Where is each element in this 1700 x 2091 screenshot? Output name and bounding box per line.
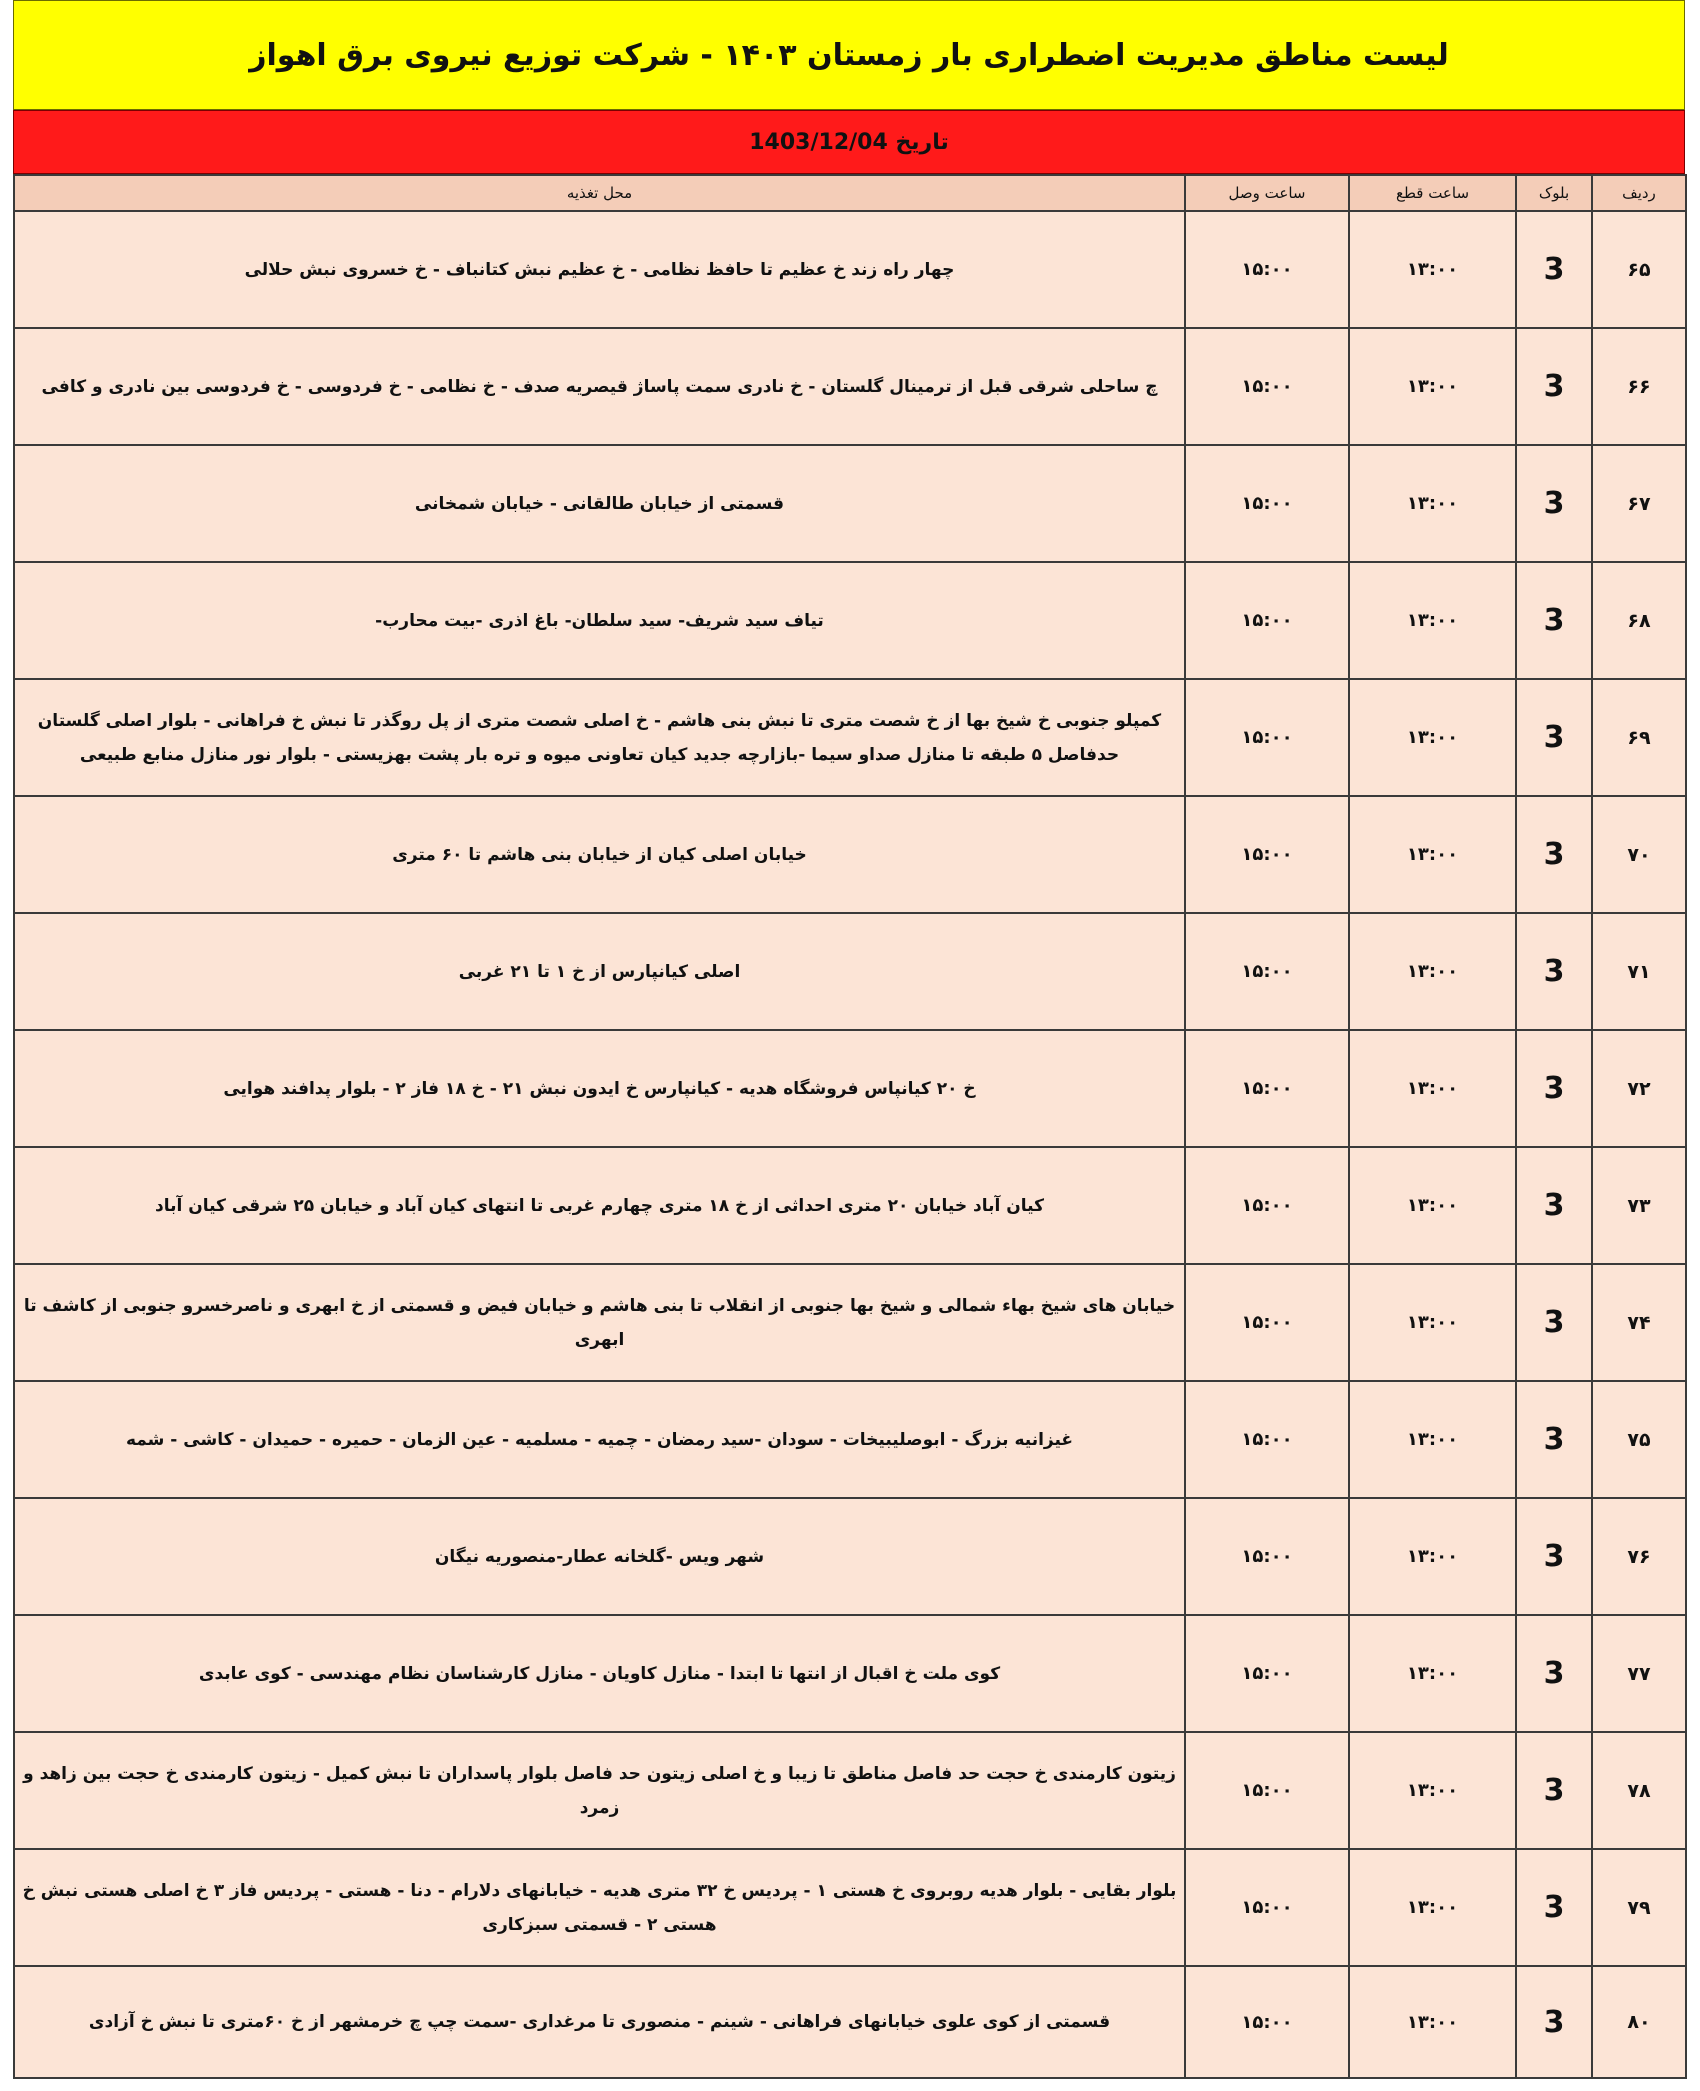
location-cell: چهار راه زند خ عظیم تا حافظ نظامی - خ عظیم نبش کتانباف - خ خسروی نبش حلالی — [14, 211, 1185, 328]
table-row — [14, 913, 1686, 1030]
table-header-row — [14, 175, 1686, 211]
location-cell: زیتون کارمندی خ حجت حد فاصل مناطق تا زیبا و خ اصلی زیتون حد فاصل بلوار پاسداران تا نبش کمیل - زیتون کارمندی خ حجت بین زاهد و زمرد — [14, 1732, 1185, 1849]
cut-time-cell: ۱۳:۰۰ — [1349, 1966, 1516, 2078]
cut-time-cell: ۱۳:۰۰ — [1349, 679, 1516, 796]
row-number-cell: ۶۵ — [1592, 211, 1686, 328]
row-number-cell: ۷۵ — [1592, 1381, 1686, 1498]
table-row — [14, 679, 1686, 796]
connect-time-cell: ۱۵:۰۰ — [1185, 1615, 1349, 1732]
table-row — [14, 1264, 1686, 1381]
table-row — [14, 328, 1686, 445]
table-row — [14, 562, 1686, 679]
row-number-cell: ۷۷ — [1592, 1615, 1686, 1732]
table-row — [14, 1147, 1686, 1264]
block-cell: 3 — [1516, 1264, 1592, 1381]
table-row — [14, 1849, 1686, 1966]
connect-time-cell: ۱۵:۰۰ — [1185, 1147, 1349, 1264]
connect-time-cell: ۱۵:۰۰ — [1185, 1966, 1349, 2078]
header-row-number: ردیف — [1592, 175, 1686, 211]
location-cell: چ ساحلی شرقی قبل از ترمینال گلستان - خ نادری سمت پاساژ قیصریه صدف - خ نظامی - خ فردوسی - خ فردوسی بین نادری و کافی — [14, 328, 1185, 445]
row-number-cell: ۸۰ — [1592, 1966, 1686, 2078]
cut-time-cell: ۱۳:۰۰ — [1349, 1498, 1516, 1615]
row-number-cell: ۷۳ — [1592, 1147, 1686, 1264]
row-number-cell: ۷۰ — [1592, 796, 1686, 913]
block-cell: 3 — [1516, 445, 1592, 562]
table-row — [14, 1030, 1686, 1147]
connect-time-cell: ۱۵:۰۰ — [1185, 211, 1349, 328]
block-cell: 3 — [1516, 1615, 1592, 1732]
cut-time-cell: ۱۳:۰۰ — [1349, 1849, 1516, 1966]
block-cell: 3 — [1516, 679, 1592, 796]
header-location: محل تغذیه — [14, 175, 1185, 211]
connect-time-cell: ۱۵:۰۰ — [1185, 1732, 1349, 1849]
table-row — [14, 1732, 1686, 1849]
block-cell: 3 — [1516, 1498, 1592, 1615]
block-cell: 3 — [1516, 211, 1592, 328]
connect-time-cell: ۱۵:۰۰ — [1185, 1030, 1349, 1147]
location-cell: اصلی کیانپارس از خ ۱ تا ۲۱ غربی — [14, 913, 1185, 1030]
cut-time-cell: ۱۳:۰۰ — [1349, 211, 1516, 328]
cut-time-cell: ۱۳:۰۰ — [1349, 796, 1516, 913]
date-banner — [13, 110, 1685, 174]
connect-time-cell: ۱۵:۰۰ — [1185, 796, 1349, 913]
cut-time-cell: ۱۳:۰۰ — [1349, 445, 1516, 562]
cut-time-cell: ۱۳:۰۰ — [1349, 1381, 1516, 1498]
header-cut-time: ساعت قطع — [1349, 175, 1516, 211]
connect-time-cell: ۱۵:۰۰ — [1185, 1381, 1349, 1498]
row-number-cell: ۶۷ — [1592, 445, 1686, 562]
location-cell: خیابان اصلی کیان از خیابان بنی هاشم تا ۶۰ متری — [14, 796, 1185, 913]
location-cell: خ ۲۰ کیانپاس فروشگاه هدیه - کیانپارس خ ایدون نبش ۲۱ - خ ۱۸ فاز ۲ - بلوار پدافند هوایی — [14, 1030, 1185, 1147]
cut-time-cell: ۱۳:۰۰ — [1349, 1030, 1516, 1147]
location-cell: کمپلو جنوبی خ شیخ بها از خ شصت متری تا نبش بنی هاشم - خ اصلی شصت متری از پل روگذر تا نبش خ فراهانی - بلوار اصلی گلستان حدفاصل ۵ طبقه تا منازل صداو سیما -بازارچه جدید کیان تعاونی میوه و تره بار پشت بهزیستی - بلوار نور منازل منابع طبیعی — [14, 679, 1185, 796]
connect-time-cell: ۱۵:۰۰ — [1185, 445, 1349, 562]
block-cell: 3 — [1516, 1849, 1592, 1966]
location-cell: کیان آباد خیابان ۲۰ متری احداثی از خ ۱۸ متری چهارم غربی تا انتهای کیان آباد و خیابان ۲۵ شرقی کیان آباد — [14, 1147, 1185, 1264]
table-row — [14, 1966, 1686, 2078]
row-number-cell: ۶۶ — [1592, 328, 1686, 445]
connect-time-cell: ۱۵:۰۰ — [1185, 913, 1349, 1030]
cut-time-cell: ۱۳:۰۰ — [1349, 1264, 1516, 1381]
table-row — [14, 1615, 1686, 1732]
location-cell: بلوار بقایی - بلوار هدیه روبروی خ هستی ۱ - پردیس خ ۳۲ متری هدیه - خیابانهای دلارام - دنا - هستی - پردیس فاز ۳ خ اصلی هستی نبش خ هستی ۲ - قسمتی سبزکاری — [14, 1849, 1185, 1966]
row-number-cell: ۶۹ — [1592, 679, 1686, 796]
table-row — [14, 1498, 1686, 1615]
cut-time-cell: ۱۳:۰۰ — [1349, 328, 1516, 445]
row-number-cell: ۷۱ — [1592, 913, 1686, 1030]
table-row — [14, 1381, 1686, 1498]
row-number-cell: ۷۶ — [1592, 1498, 1686, 1615]
block-cell: 3 — [1516, 1732, 1592, 1849]
location-cell: تیاف سید شریف- سید سلطان- باغ اذری -بیت محارب- — [14, 562, 1185, 679]
connect-time-cell: ۱۵:۰۰ — [1185, 1498, 1349, 1615]
block-cell: 3 — [1516, 328, 1592, 445]
location-cell: کوی ملت خ اقبال از انتها تا ابتدا - منازل کاویان - منازل کارشناسان نظام مهندسی - کوی عابدی — [14, 1615, 1185, 1732]
block-cell: 3 — [1516, 562, 1592, 679]
row-number-cell: ۶۸ — [1592, 562, 1686, 679]
row-number-cell: ۷۸ — [1592, 1732, 1686, 1849]
connect-time-cell: ۱۵:۰۰ — [1185, 328, 1349, 445]
title-banner — [13, 0, 1685, 110]
outage-table — [13, 174, 1687, 2079]
connect-time-cell: ۱۵:۰۰ — [1185, 1264, 1349, 1381]
cut-time-cell: ۱۳:۰۰ — [1349, 1732, 1516, 1849]
row-number-cell: ۷۴ — [1592, 1264, 1686, 1381]
connect-time-cell: ۱۵:۰۰ — [1185, 1849, 1349, 1966]
block-cell: 3 — [1516, 1030, 1592, 1147]
table-row — [14, 445, 1686, 562]
cut-time-cell: ۱۳:۰۰ — [1349, 562, 1516, 679]
block-cell: 3 — [1516, 1147, 1592, 1264]
block-cell: 3 — [1516, 1381, 1592, 1498]
cut-time-cell: ۱۳:۰۰ — [1349, 1615, 1516, 1732]
table-row — [14, 796, 1686, 913]
cut-time-cell: ۱۳:۰۰ — [1349, 913, 1516, 1030]
row-number-cell: ۷۹ — [1592, 1849, 1686, 1966]
location-cell: غیزانیه بزرگ - ابوصلیبیخات - سودان -سید رمضان - چمیه - مسلمیه - عین الزمان - حمیره - حمیدان - کاشی - شمه — [14, 1381, 1185, 1498]
location-cell: شهر ویس -گلخانه عطار-منصوریه نیگان — [14, 1498, 1185, 1615]
location-cell: خیابان های شیخ بهاء شمالی و شیخ بها جنوبی از انقلاب تا بنی هاشم و خیابان فیض و قسمتی از خ ابهری و ناصرخسرو جنوبی از کاشف تا ابهری — [14, 1264, 1185, 1381]
page-title: لیست مناطق مدیریت اضطراری بار زمستان ۱۴۰۳ - شرکت توزیع نیروی برق اهواز — [249, 37, 1449, 73]
connect-time-cell: ۱۵:۰۰ — [1185, 679, 1349, 796]
block-cell: 3 — [1516, 796, 1592, 913]
location-cell: قسمتی از کوی علوی خیابانهای فراهانی - شینم - منصوری تا مرغداری -سمت چپ چ خرمشهر از خ ۶۰متری تا نبش خ آزادی — [14, 1966, 1185, 2078]
block-cell: 3 — [1516, 1966, 1592, 2078]
date-label: تاریخ 1403/12/04 — [749, 129, 949, 155]
load-management-sheet — [13, 0, 1685, 2091]
cut-time-cell: ۱۳:۰۰ — [1349, 1147, 1516, 1264]
row-number-cell: ۷۲ — [1592, 1030, 1686, 1147]
block-cell: 3 — [1516, 913, 1592, 1030]
connect-time-cell: ۱۵:۰۰ — [1185, 562, 1349, 679]
table-row — [14, 211, 1686, 328]
location-cell: قسمتی از خیابان طالقانی - خیابان شمخانی — [14, 445, 1185, 562]
header-connect-time: ساعت وصل — [1185, 175, 1349, 211]
header-block: بلوک — [1516, 175, 1592, 211]
